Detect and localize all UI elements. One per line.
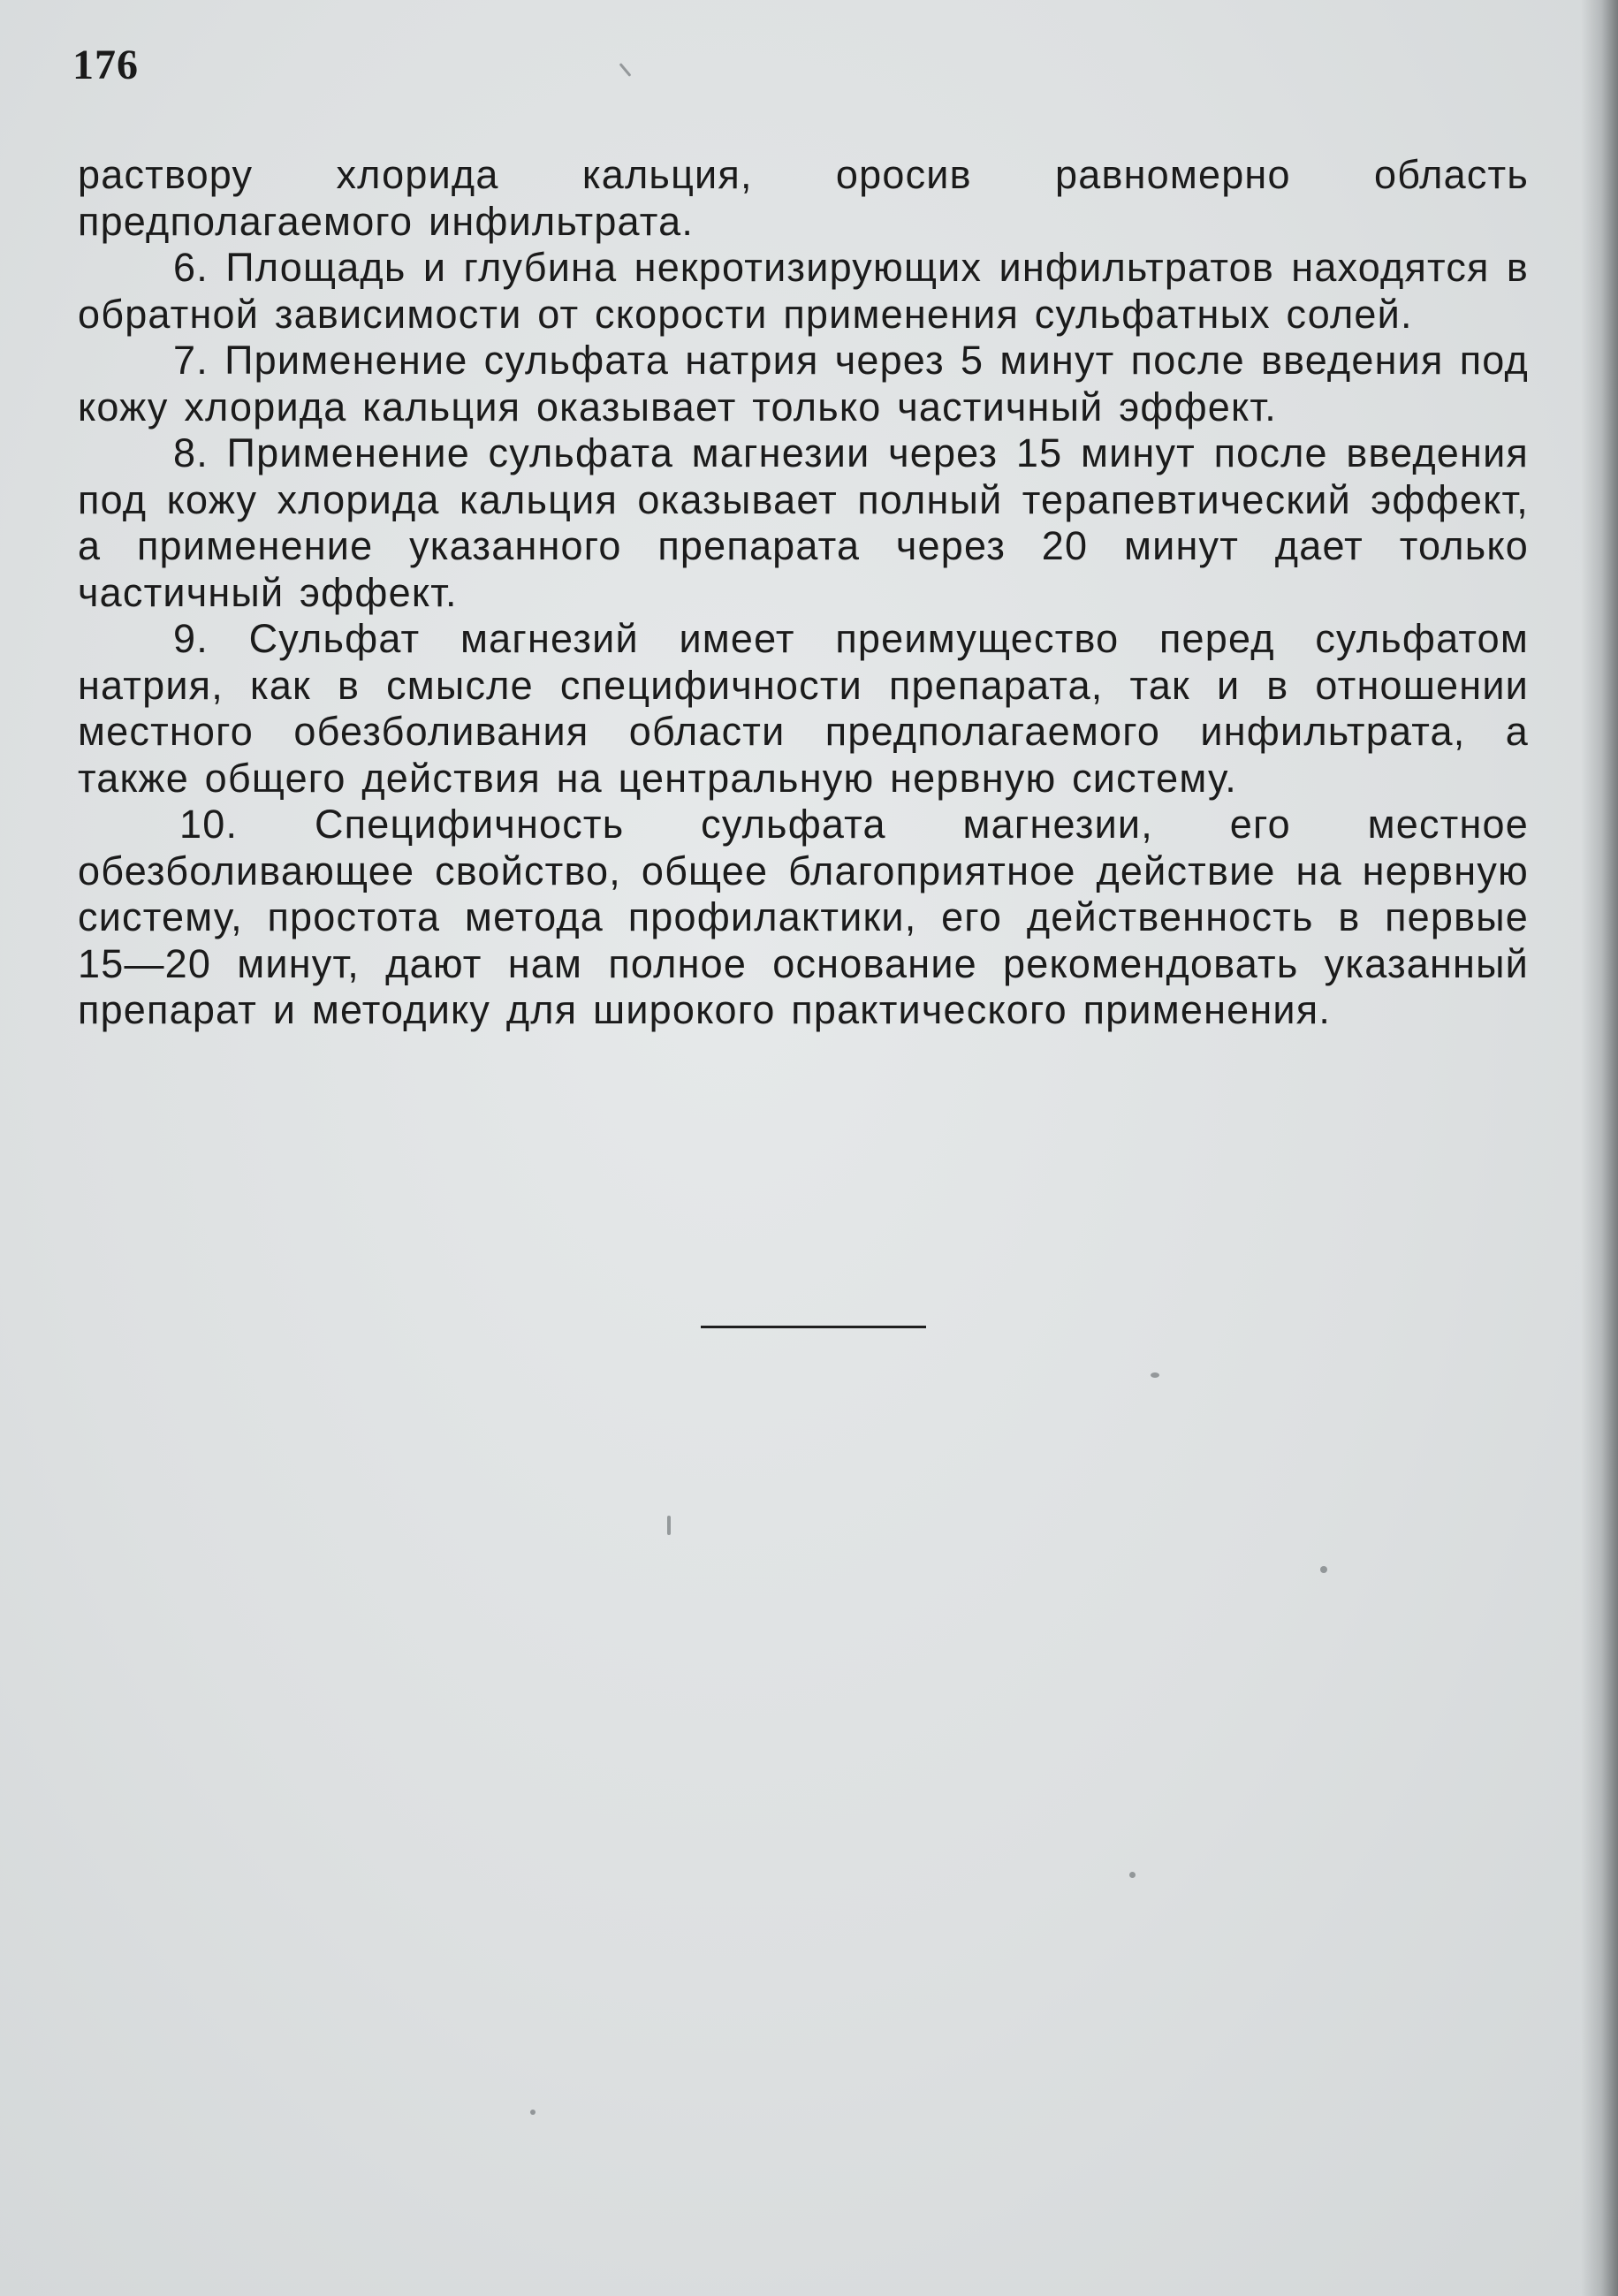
paper-speck	[667, 1516, 671, 1535]
page-edge-shadow	[1581, 0, 1618, 2296]
section-end-rule	[701, 1326, 926, 1328]
paragraph-item-10: 10. Специфичность сульфата магнезии, его местное обезболивающее свойство, общее благоприятное действие на нервную систему, простота метода профилактики, его действенность в первые 15—20 минут, дают нам полное основание рекомендовать указанный препарат и методику для широкого практического применения.	[78, 802, 1529, 1032]
paper-speck	[1129, 1872, 1136, 1878]
paper-speck	[1151, 1372, 1159, 1378]
paragraph-continuation: раствору хлорида кальция, оросив равномерно область предполагаемого инфильтрата.	[78, 152, 1529, 244]
paper-speck	[1320, 1566, 1327, 1573]
paper-speck	[530, 2110, 536, 2115]
paragraph-item-6: 6. Площадь и глубина некротизирующих инфильтратов находятся в обратной зависимости от скорости применения сульфатных солей.	[78, 245, 1529, 337]
body-text	[78, 152, 1529, 1034]
page-number: 176	[72, 42, 139, 88]
paragraph-item-9: 9. Сульфат магнезий имеет преимущество перед сульфатом натрия, как в смысле специфичности препарата, так и в отношении местного обезболивания области предполагаемого инфильтрата, а также общего действия на центральную нервную систему.	[78, 616, 1529, 801]
paper-speck	[619, 63, 632, 77]
paragraph-item-7: 7. Применение сульфата натрия через 5 минут после введения под кожу хлорида кальция оказывает только частичный эффект.	[78, 338, 1529, 430]
paragraph-item-8: 8. Применение сульфата магнезии через 15 минут после введения под кожу хлорида кальция оказывает полный терапевтический эффект, а применение указанного препарата через 20 минут дает только частичный эффект.	[78, 430, 1529, 615]
